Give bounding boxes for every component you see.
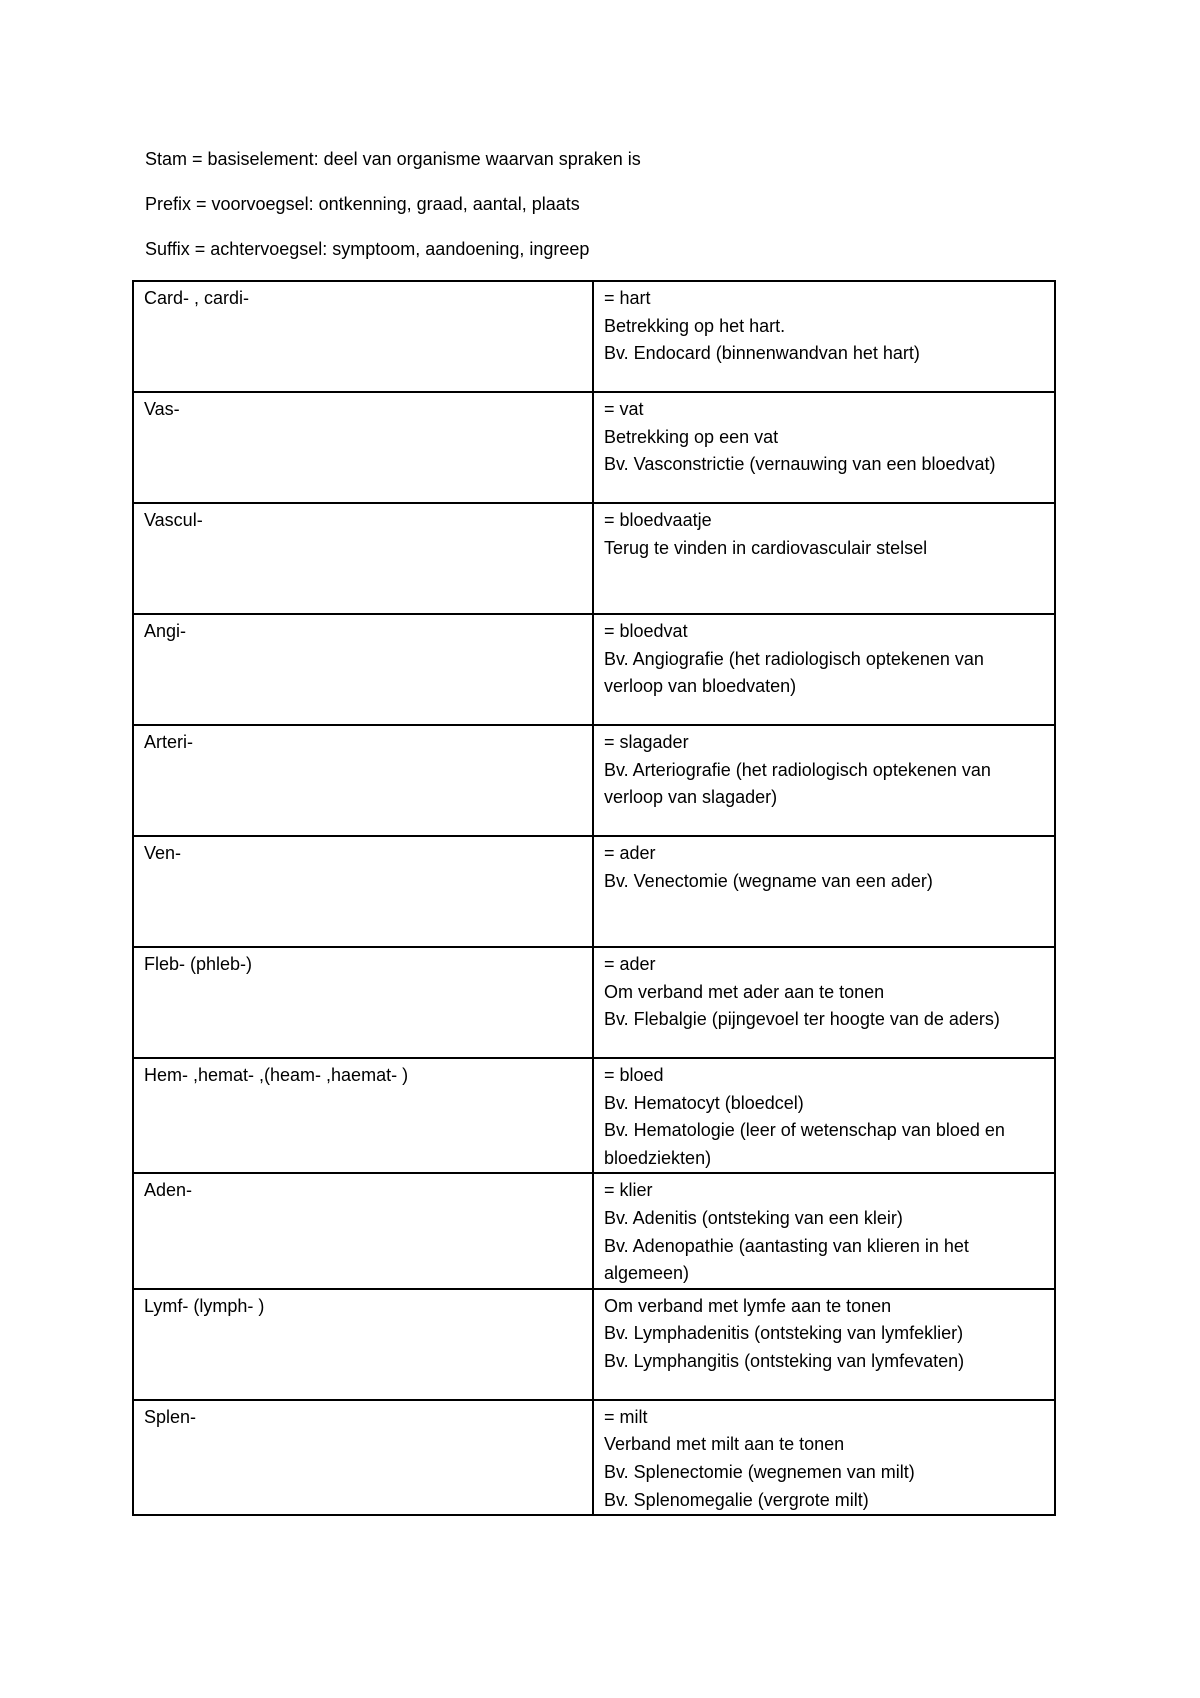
meaning-line: = bloedvaatje <box>604 510 712 530</box>
meaning-cell <box>593 614 1055 725</box>
meaning-cell <box>593 1058 1055 1173</box>
meaning-line: Bv. Flebalgie (pijngevoel ter hoogte van de aders) <box>604 1009 1000 1030</box>
meaning-line: Bv. Vasconstrictie (vernauwing van een bloedvat) <box>604 454 996 475</box>
meaning-cell <box>593 1400 1055 1515</box>
term-cell <box>133 1289 593 1400</box>
table-row <box>133 1173 1055 1288</box>
meaning-line: = hart <box>604 288 651 308</box>
intro-stam-definition: Stam = basiselement: deel van organisme waarvan spraken is <box>145 149 641 169</box>
meaning-line: Bv. Splenectomie (wegnemen van milt) <box>604 1461 915 1482</box>
table-row <box>133 1400 1055 1515</box>
term-cell <box>133 947 593 1058</box>
table-row <box>133 1289 1055 1400</box>
term-text: Ven- <box>144 843 182 863</box>
table-row <box>133 1058 1055 1173</box>
medical-terms-table <box>132 280 1056 1516</box>
meaning-line: = slagader <box>604 732 689 752</box>
meaning-line: Bv. Hematologie (leer of wetenschap van bloed en bloedziekten) <box>604 1120 1005 1168</box>
table-row <box>133 614 1055 725</box>
intro-suffix-definition: Suffix = achtervoegsel: symptoom, aandoening, ingreep <box>145 239 590 259</box>
meaning-line: Bv. Splenomegalie (vergrote milt) <box>604 1489 869 1510</box>
term-text: Lymf- (lymph- ) <box>144 1295 265 1316</box>
term-text: Hem- ,hemat- ,(heam- ,haemat- ) <box>144 1065 409 1085</box>
meaning-line: Bv. Venectomie (wegname van een ader) <box>604 870 933 891</box>
meaning-line: Om verband met ader aan te tonen <box>604 981 885 1002</box>
term-text: Arteri- <box>144 732 193 752</box>
term-text: Angi- <box>144 621 187 641</box>
intro-prefix-definition: Prefix = voorvoegsel: ontkenning, graad, aantal, plaats <box>145 194 580 214</box>
term-text: Vas- <box>144 399 180 419</box>
table-row <box>133 503 1055 614</box>
meaning-line: = ader <box>604 843 656 863</box>
meaning-line: Om verband met lymfe aan te tonen <box>604 1295 892 1316</box>
meaning-line: = klier <box>604 1180 653 1201</box>
meaning-line: = bloedvat <box>604 621 688 641</box>
term-cell <box>133 1173 593 1288</box>
term-text: Splen- <box>144 1406 197 1427</box>
meaning-line: = bloed <box>604 1065 664 1085</box>
meaning-line: Bv. Lymphadenitis (ontsteking van lymfeklier) <box>604 1323 964 1344</box>
term-cell <box>133 503 593 614</box>
term-cell <box>133 725 593 836</box>
meaning-line: Bv. Adenopathie (aantasting van klieren in het algemeen) <box>604 1235 969 1284</box>
term-text: Card- , cardi- <box>144 288 250 308</box>
meaning-line: Betrekking op het hart. <box>604 315 786 336</box>
meaning-cell <box>593 1289 1055 1400</box>
meaning-line: Bv. Adenitis (ontsteking van een kleir) <box>604 1207 903 1228</box>
meaning-cell <box>593 836 1055 947</box>
meaning-cell <box>593 1173 1055 1288</box>
meaning-line: Bv. Angiografie (het radiologisch optekenen van verloop van bloedvaten) <box>604 648 984 697</box>
meaning-line: Betrekking op een vat <box>604 426 779 447</box>
term-cell <box>133 836 593 947</box>
meaning-line: Verband met milt aan te tonen <box>604 1434 845 1455</box>
table-row <box>133 947 1055 1058</box>
meaning-cell <box>593 503 1055 614</box>
meaning-cell <box>593 392 1055 503</box>
term-cell <box>133 1058 593 1173</box>
term-cell <box>133 1400 593 1515</box>
meaning-line: = vat <box>604 399 644 419</box>
table-row <box>133 725 1055 836</box>
meaning-line: Bv. Arteriografie (het radiologisch optekenen van verloop van slagader) <box>604 759 991 808</box>
meaning-line: = milt <box>604 1406 648 1427</box>
term-text: Aden- <box>144 1180 193 1201</box>
table-row <box>133 281 1055 392</box>
table-row <box>133 392 1055 503</box>
term-text: Fleb- (phleb-) <box>144 954 253 974</box>
term-cell <box>133 281 593 392</box>
meaning-line: Bv. Hematocyt (bloedcel) <box>604 1092 804 1113</box>
meaning-line: Bv. Endocard (binnenwandvan het hart) <box>604 343 920 364</box>
meaning-line: = ader <box>604 954 656 974</box>
meaning-cell <box>593 281 1055 392</box>
meaning-cell <box>593 725 1055 836</box>
term-cell <box>133 614 593 725</box>
term-text: Vascul- <box>144 510 203 530</box>
meaning-line: Bv. Lymphangitis (ontsteking van lymfevaten) <box>604 1350 965 1371</box>
table-row <box>133 836 1055 947</box>
term-cell <box>133 392 593 503</box>
meaning-cell <box>593 947 1055 1058</box>
meaning-line: Terug te vinden in cardiovasculair stelsel <box>604 537 928 558</box>
